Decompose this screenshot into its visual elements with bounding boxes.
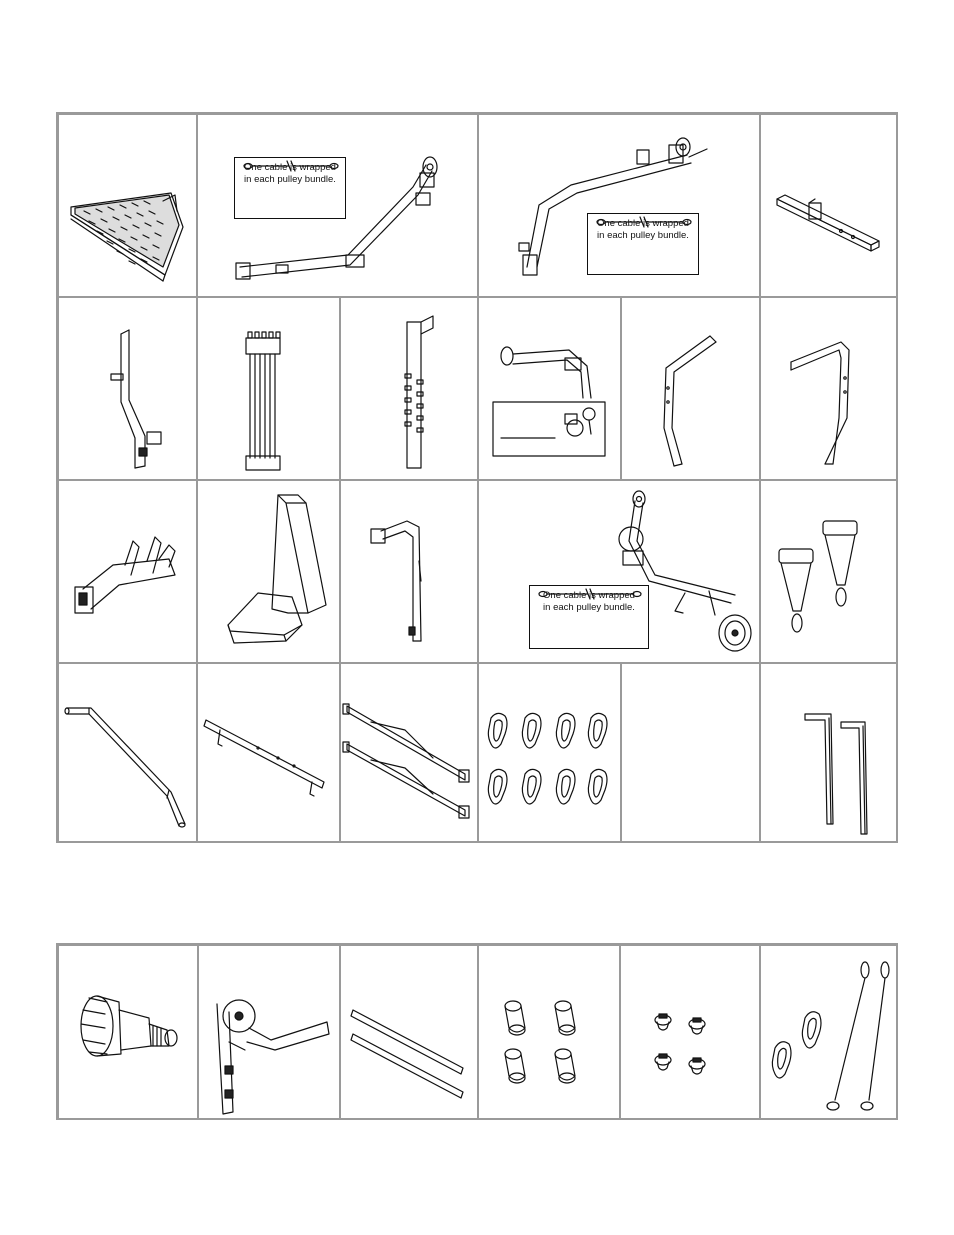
upright-icon xyxy=(59,298,197,480)
cell-rod-bundle xyxy=(197,297,340,480)
cell-axle-rods xyxy=(340,945,478,1120)
cable-note-box xyxy=(587,213,699,275)
cell-cables-clips xyxy=(760,945,898,1120)
knob-icon xyxy=(59,946,198,1120)
cell-pulley-frame-left xyxy=(197,114,478,297)
cell-foot-platform xyxy=(58,114,197,297)
cell-pulley-frame-right xyxy=(478,114,760,297)
strap-icon xyxy=(341,664,478,843)
bent-tube-icon xyxy=(622,298,760,480)
cell-upright-support xyxy=(58,297,197,480)
cable-note-line2: in each pulley bundle. xyxy=(244,174,336,185)
cable-note-box xyxy=(234,157,346,219)
cell-carabiners xyxy=(478,663,621,843)
cable-icon xyxy=(761,946,898,1120)
cable-icon xyxy=(596,214,692,230)
cable-note-box xyxy=(529,585,649,649)
cell-empty xyxy=(621,663,760,843)
cell-seat-pads xyxy=(197,480,340,663)
cell-bent-tube-right xyxy=(760,297,898,480)
cable-note-line2: in each pulley bundle. xyxy=(543,602,635,613)
seat-pad-icon xyxy=(198,481,340,663)
cell-end-caps xyxy=(478,945,620,1120)
cell-angled-bar xyxy=(58,663,197,843)
pivot-icon xyxy=(199,946,340,1120)
cell-buttons xyxy=(620,945,760,1120)
button-icon xyxy=(621,946,760,1120)
hook-tube-icon xyxy=(341,481,478,663)
cell-pulley-arm xyxy=(478,297,621,480)
rod-icon xyxy=(341,946,478,1120)
carabiner-icon xyxy=(479,664,621,843)
cap-icon xyxy=(479,946,620,1120)
cable-icon xyxy=(243,158,339,174)
angled-bar-icon xyxy=(59,664,197,843)
cell-seat-bracket xyxy=(58,480,197,663)
foot-platform-icon xyxy=(59,115,197,297)
hardware-grid xyxy=(56,943,898,1120)
cable-note-line2: in each pulley bundle. xyxy=(597,230,689,241)
post-icon xyxy=(341,298,478,480)
bracket-icon xyxy=(59,481,197,663)
crossbar-icon xyxy=(761,115,898,297)
cell-base-crossbar xyxy=(760,114,898,297)
cell-wheel-frame xyxy=(478,480,760,663)
cable-icon xyxy=(538,586,642,602)
cell-adjustment-knob xyxy=(58,945,198,1120)
cell-ankle-straps xyxy=(340,663,478,843)
hex-key-icon xyxy=(761,664,898,843)
cell-pivot-bracket xyxy=(198,945,340,1120)
hand-grip-icon xyxy=(761,481,898,663)
rod-bundle-icon xyxy=(198,298,340,480)
pulley-arm-icon xyxy=(479,298,621,480)
cell-hook-tube xyxy=(340,480,478,663)
parts-grid xyxy=(56,112,898,843)
bar-icon xyxy=(198,664,340,843)
cable-note-line1: One cable is wrapped xyxy=(597,218,689,229)
cell-hand-grips xyxy=(760,480,898,663)
cable-note-line1: One cable is wrapped xyxy=(244,162,336,173)
cell-bent-tube-left xyxy=(621,297,760,480)
cable-note-line1: One cable is wrapped xyxy=(543,590,635,601)
cell-hex-wrenches xyxy=(760,663,898,843)
bent-tube-icon xyxy=(761,298,898,480)
cell-straight-bar xyxy=(197,663,340,843)
cell-adjustment-post xyxy=(340,297,478,480)
